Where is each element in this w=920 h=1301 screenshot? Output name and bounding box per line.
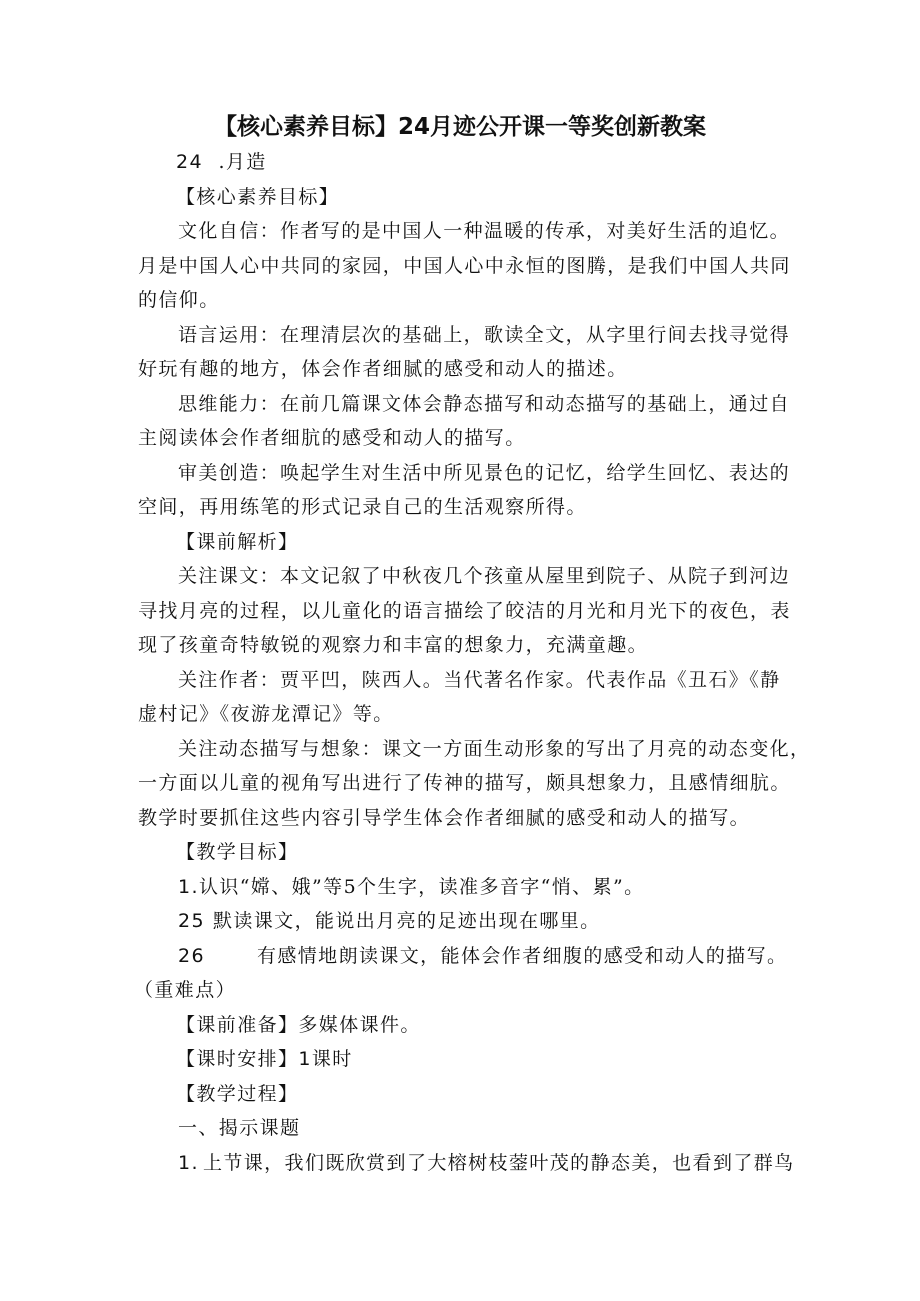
paragraph-line: 好玩有趣的地方，体会作者细腻的感受和动人的描述。 — [138, 358, 628, 380]
section-heading-process: 【教学过程】 — [176, 1083, 299, 1105]
paragraph-line: 关注课文：本文记叙了中秋夜几个孩童从屋里到院子、从院子到河边 — [178, 565, 791, 587]
goal-text: 认识“嫦、娥”等5个生字，读准多音字“悄、累”。 — [198, 876, 645, 898]
paragraph-line: 的信仰。 — [138, 289, 220, 311]
subsection-heading: 一、揭示课题 — [178, 1117, 301, 1139]
paragraph-line: 空间，再用练笔的形式记录自己的生活观察所得。 — [138, 496, 587, 518]
lesson-number: 24 — [176, 151, 203, 173]
goal-number: 1. — [178, 876, 199, 898]
lesson-title: .月造 — [218, 151, 267, 173]
time-line — [176, 1042, 353, 1076]
goal-item-2 — [178, 904, 601, 938]
goal-note: （重难点） — [134, 979, 237, 1001]
step-item-1 — [178, 1146, 795, 1180]
lesson-heading — [176, 145, 267, 179]
step-number: 1. — [178, 1152, 199, 1174]
goal-item-3 — [178, 939, 787, 973]
section-heading-core: 【核心素养目标】 — [176, 186, 340, 208]
goal-text: 有感情地朗读课文，能体会作者细腹的感受和动人的描写。 — [256, 945, 788, 967]
section-heading-goals: 【教学目标】 — [176, 841, 299, 863]
paragraph-line: 月是中国人心中共同的家园，中国人心中永恒的图腾，是我们中国人共同 — [138, 255, 791, 277]
goal-number: 25 — [178, 910, 205, 932]
paragraph-line: 虚村记》《夜游龙潭记》等。 — [138, 703, 394, 725]
document-title: 【核心素养目标】24月迹公开课一等奖创新教案 — [213, 114, 706, 140]
goal-number: 26 — [178, 945, 205, 967]
paragraph-line: 文化自信：作者写的是中国人一种温暖的传承，对美好生活的追忆。 — [178, 220, 791, 242]
prep-value: 多媒体课件。 — [298, 1014, 421, 1036]
prep-label: 【课前准备】 — [176, 1014, 299, 1036]
paragraph-line: 主阅读体会作者细肮的感受和动人的描写。 — [138, 427, 526, 449]
section-heading-analysis: 【课前解析】 — [176, 531, 299, 553]
prep-line — [176, 1008, 421, 1042]
paragraph-line: 教学时要抓住这些内容引导学生体会作者细腻的感受和动人的描写。 — [138, 807, 751, 829]
paragraph-line: 思维能力：在前几篇课文体会静态描写和动态描写的基础上，通过自 — [178, 393, 791, 415]
paragraph-line: 语言运用：在理清层次的基础上，歌读全文，从字里行间去找寻觉得 — [178, 324, 791, 346]
paragraph-line: 一方面以儿童的视角写出进行了传神的描写，颇具想象力，且感情细肮。 — [138, 772, 791, 794]
step-text: 上节课，我们既欣赏到了大榕树枝蓥叶茂的静态美，也看到了群鸟 — [202, 1152, 795, 1174]
paragraph-line: 关注动态描写与想象：课文一方面生动形象的写出了月亮的动态变化， — [178, 738, 811, 760]
goal-text: 默读课文，能说出月亮的足迹出现在哪里。 — [212, 910, 601, 932]
goal-item-1 — [178, 870, 644, 904]
paragraph-line: 关注作者：贾平凹，陕西人。当代著名作家。代表作品《丑石》《静 — [178, 669, 781, 691]
time-label: 【课时安排】 — [176, 1048, 299, 1070]
paragraph-line: 寻找月亮的过程，以儿童化的语言描绘了皎洁的月光和月光下的夜色，表 — [138, 600, 791, 622]
paragraph-line: 现了孩童奇特敏锐的观察力和丰富的想象力，充满童趣。 — [138, 634, 649, 656]
paragraph-line: 审美创造：唤起学生对生活中所见景色的记忆，给学生回忆、表达的 — [178, 462, 791, 484]
time-value: 1课时 — [298, 1048, 353, 1070]
